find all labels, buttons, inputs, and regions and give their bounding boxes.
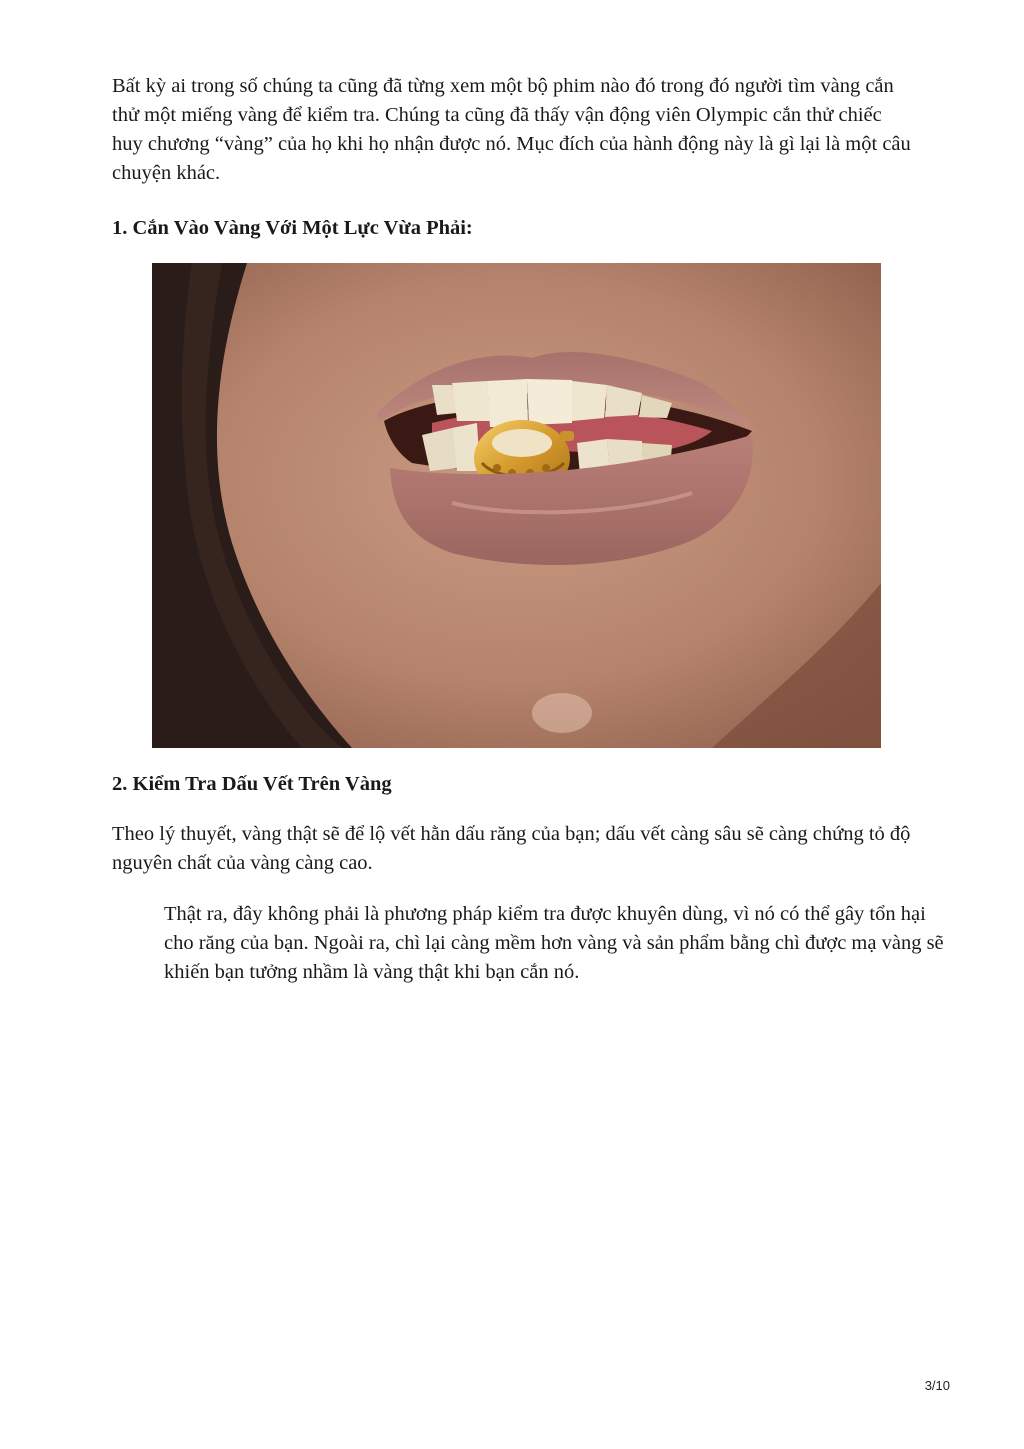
intro-paragraph: Bất kỳ ai trong số chúng ta cũng đã từng xem một bộ phim nào đó trong đó người tìm vàng cắn thử một miếng vàng để kiểm tra. Chúng ta cũng đã thấy vận động viên Olympic cắn thử chiếc huy chương “vàng” của họ khi họ nhận được nó. Mục đích của hành động này là gì lại là một câu chuyện khác. (112, 75, 911, 184)
section-heading-2: 2. Kiểm Tra Dấu Vết Trên Vàng (112, 773, 392, 795)
photo-biting-gold-ring (152, 263, 881, 748)
theory-paragraph: Theo lý thuyết, vàng thật sẽ để lộ vết hằn dấu răng của bạn; dấu vết càng sâu sẽ càng chứng tỏ độ nguyên chất của vàng càng cao. (112, 823, 911, 874)
section-heading-1: 1. Cắn Vào Vàng Với Một Lực Vừa Phải: (112, 217, 473, 239)
document-page (112, 72, 944, 987)
blockquote: Thật ra, đây không phải là phương pháp kiểm tra được khuyên dùng, vì nó có thể gây tổn hại cho răng của bạn. Ngoài ra, chì lại càng mềm hơn vàng và sản phẩm bằng chì được mạ vàng sẽ khiến bạn tưởng nhầm là vàng thật khi bạn cắn nó. (164, 903, 944, 983)
page-number: 3/10 (924, 1378, 950, 1393)
